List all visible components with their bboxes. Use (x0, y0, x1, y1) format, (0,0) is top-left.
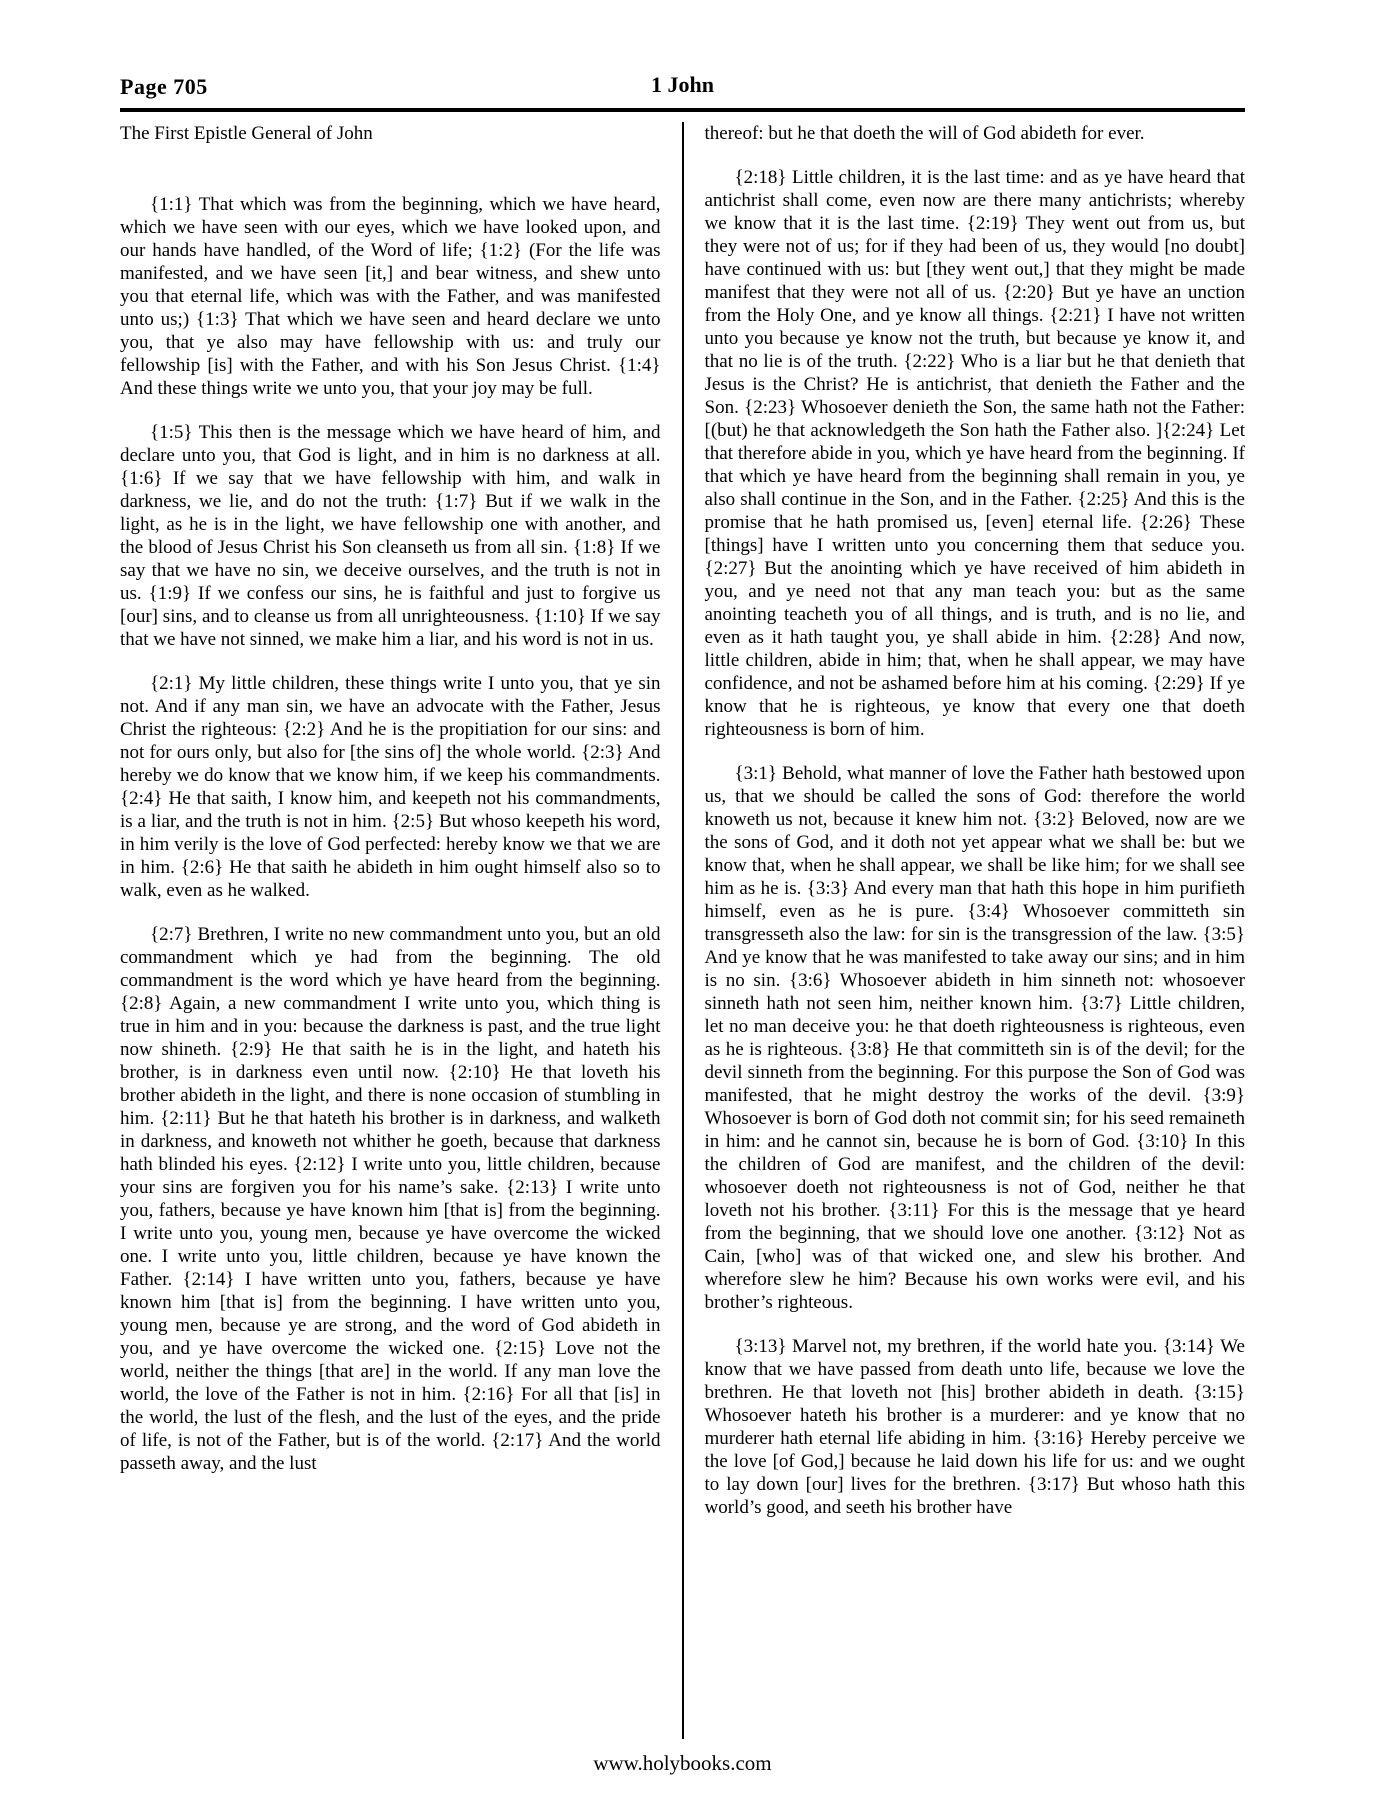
paragraph-verses-1-5-to-1-10: {1:5} This then is the message which we have heard of him, and declare unto you, that God is light, and in him is no darkness at all. {1:6} If we say that we have fellowship with him, and walk in darkness, we lie, and do not the truth: {1:7} But if we walk in the light, as he is in the light, we have fellowship one with another, and the blood of Jesus Christ his Son cleanseth us from all sin. {1:8} If we say that we have no sin, we deceive ourselves, and the truth is not in us. {1:9} If we confess our sins, he is faithful and just to forgive us [our] sins, and to cleanse us from all unrighteousness. {1:10} If we say that we have not sinned, we make him a liar, and his word is not in us. (120, 422, 661, 650)
page-footer (120, 1739, 1245, 1776)
header-rule (120, 108, 1245, 112)
paragraph-verses-2-18-to-2-29: {2:18} Little children, it is the last time: and as ye have heard that antichrist shall come, even now are there many antichrists; whereby we know that it is the last time. {2:19} They went out from us, but they were not of us; for if they had been of us, they would [no doubt] have continued with us: but [they went out,] that they might be made manifest that they were not all of us. {2:20} But ye have an unction from the Holy One, and ye know all things. {2:21} I have not written unto you because ye know not the truth, but because ye know it, and that no lie is of the truth. {2:22} Who is a liar but he that denieth that Jesus is the Christ? He is antichrist, that denieth the Father and the Son. {2:23} Whosoever denieth the Son, the same hath not the Father: [(but) he that acknowledgeth the Son hath the Father also. ]{2:24} Let that therefore abide in you, which ye have heard from the beginning. If that which ye have heard from the beginning shall remain in you, ye also shall continue in the Son, and in the Father. {2:25} And this is the promise that he hath promised us, [even] eternal life. {2:26} These [things] have I written unto you concerning them that seduce you. {2:27} But the anointing which ye have received of him abideth in you, and ye need not that any man teach you: but as the same anointing teacheth you of all things, and is truth, and is no lie, and even as it hath taught you, ye shall abide in him. {2:28} And now, little children, abide in him; that, when he shall appear, we may have confidence, and not be ashamed before him at his coming. {2:29} If ye know that he is righteous, ye know that every one that doeth righteousness is born of him. (704, 167, 1245, 740)
book-title: 1 John (651, 72, 714, 97)
column-divider (682, 122, 684, 1739)
paragraph-verses-3-13-to-3-17: {3:13} Marvel not, my brethren, if the world hate you. {3:14} We know that we have passed from death unto life, because we love the brethren. He that loveth not [his] brother abideth in death. {3:15} Whosoever hateth his brother is a murderer: and ye know that no murderer hath eternal life abiding in him. {3:16} Hereby perceive we the love [of God,] because he laid down his life for us: and we ought to lay down [our] lives for the brethren. {3:17} But whoso hath this world’s good, and seeth his brother have (704, 1336, 1245, 1518)
continuation-paragraph-verse-2-17: thereof: but he that doeth the will of God abideth for ever. (704, 123, 1145, 144)
page-number-label: Page 705 (120, 74, 208, 99)
website-url-text: www.holybooks.com (593, 1751, 772, 1775)
paragraph-verses-2-7-to-2-17: {2:7} Brethren, I write no new commandment unto you, but an old commandment which ye had from the beginning. The old commandment is the word which ye have heard from the beginning. {2:8} Again, a new commandment I write unto you, which thing is true in him and in you: because the darkness is past, and the true light now shineth. {2:9} He that saith he is in the light, and hateth his brother, is in darkness even until now. {2:10} He that loveth his brother abideth in the light, and there is none occasion of stumbling in him. {2:11} But he that hateth his brother is in darkness, and walketh in darkness, and knoweth not whither he goeth, because that darkness hath blinded his eyes. {2:12} I write unto you, little children, because your sins are forgiven you for his name’s sake. {2:13} I write unto you, fathers, because ye have known him [that is] from the beginning. I write unto you, young men, because ye have overcome the wicked one. I write unto you, little children, because ye have known the Father. {2:14} I have written unto you, fathers, because ye have known him [that is] from the beginning. I have written unto you, young men, because ye are strong, and the word of God abideth in you, and ye have overcome the wicked one. {2:15} Love not the world, neither the things [that are] in the world. If any man love the world, the love of the Father is not in him. {2:16} For all that [is] in the world, the lust of the flesh, and the lust of the eyes, and the pride of life, is not of the Father, but is of the world. {2:17} And the world passeth away, and the lust (120, 924, 661, 1474)
right-column (705, 122, 1246, 1739)
paragraph-verses-2-1-to-2-6: {2:1} My little children, these things write I unto you, that ye sin not. And if any man sin, we have an advocate with the Father, Jesus Christ the righteous: {2:2} And he is the propitiation for our sins: and not for ours only, but also for [the sins of] the whole world. {2:3} And hereby we do know that we know him, if we keep his commandments. {2:4} He that saith, I know him, and keepeth not his commandments, is a liar, and the truth is not in him. {2:5} But whoso keepeth his word, in him verily is the love of God perfected: hereby know we that we are in him. {2:6} He that saith he abideth in him ought himself also so to walk, even as he walked. (120, 673, 661, 901)
paragraph-verses-3-1-to-3-12: {3:1} Behold, what manner of love the Father hath bestowed upon us, that we should be called the sons of God: therefore the world knoweth us not, because it knew him not. {3:2} Beloved, now are we the sons of God, and it doth not yet appear what we shall be: but we know that, when he shall appear, we shall be like him; for we shall see him as he is. {3:3} And every man that hath this hope in him purifieth himself, even as he is pure. {3:4} Whosoever committeth sin transgresseth also the law: for sin is the transgression of the law. {3:5} And ye know that he was manifested to take away our sins; and in him is no sin. {3:6} Whosoever abideth in him sinneth not: whosoever sinneth hath not seen him, neither known him. {3:7} Little children, let no man deceive you: he that doeth righteousness is righteous, even as he is righteous. {3:8} He that committeth sin is of the devil; for the devil sinneth from the beginning. For this purpose the Son of God was manifested, that he might destroy the works of the devil. {3:9} Whosoever is born of God doth not commit sin; for his seed remaineth in him: and he cannot sin, because he is born of God. {3:10} In this the children of God are manifest, and the children of the devil: whosoever doeth not righteousness is not of God, neither he that loveth not his brother. {3:11} For this is the message that ye heard from the beginning, that we should love one another. {3:12} Not as Cain, [who] was of that wicked one, and slew his brother. And wherefore slew he him? Because his own works were evil, and his brother’s righteous. (704, 763, 1245, 1313)
page-header (120, 72, 1245, 104)
paragraph-verses-1-1-to-1-4: {1:1} That which was from the beginning, which we have heard, which we have seen with our eyes, which we have looked upon, and our hands have handled, of the Word of life; {1:2} (For the life was manifested, and we have seen [it,] and bear witness, and shew unto you that eternal life, which was with the Father, and was manifested unto us;) {1:3} That which we have seen and heard declare we unto you, that ye also may have fellowship with us: and truly our fellowship [is] with the Father, and with his Son Jesus Christ. {1:4} And these things write we unto you, that your joy may be full. (120, 194, 661, 399)
epistle-heading: The First Epistle General of John (120, 123, 373, 144)
two-column-body (120, 122, 1245, 1739)
left-column (120, 122, 661, 1739)
